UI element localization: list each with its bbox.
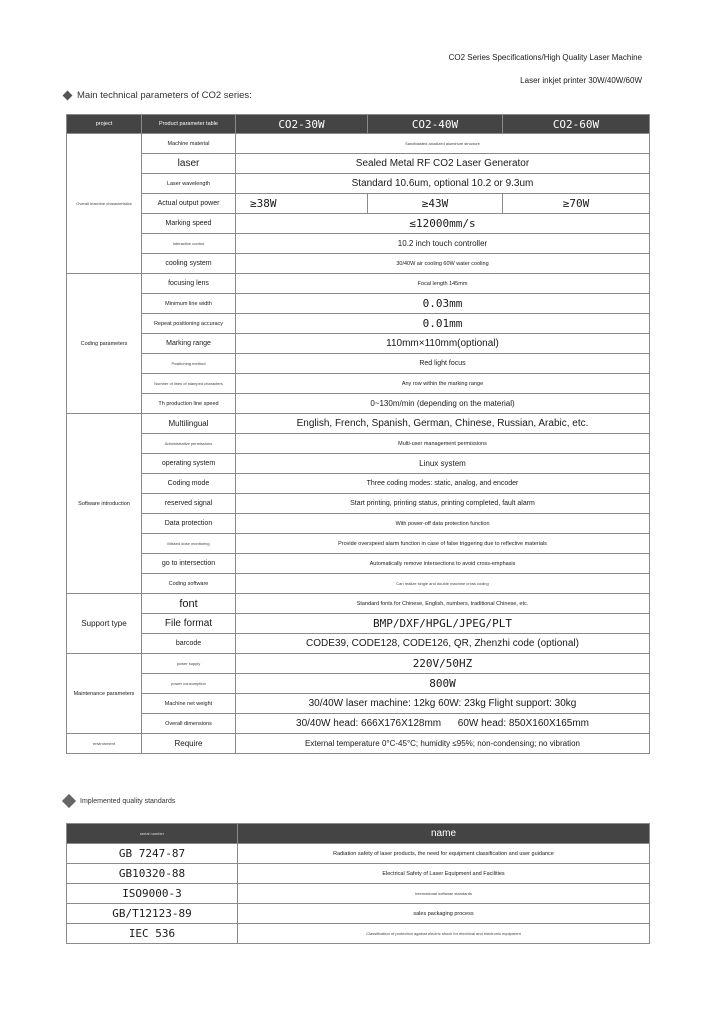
param-value: Standard 10.6um, optional 10.2 or 9.3um <box>236 174 650 194</box>
param-name: focusing lens <box>142 274 236 294</box>
table-row <box>67 134 650 154</box>
table-row <box>67 334 650 354</box>
table-row <box>67 904 650 924</box>
table-row <box>67 844 650 864</box>
param-value: 10.2 inch touch controller <box>236 234 650 254</box>
table-row <box>67 924 650 944</box>
param-value: Start printing, printing status, printing completed, fault alarm <box>236 494 650 514</box>
diamond-bullet-icon <box>63 91 73 101</box>
standard-name: Radiation safety of laser products, the need for equipment classification and user guidance <box>238 844 650 864</box>
param-value: CODE39, CODE128, CODE126, QR, Zhenzhi code (optional) <box>236 634 650 654</box>
param-value: 0~130m/min (depending on the material) <box>236 394 650 414</box>
header-param-table: Product parameter table <box>142 115 236 134</box>
param-value: Red light focus <box>236 354 650 374</box>
standard-name: Classification of protection against electric shock for electrical and electronic equipment <box>238 924 650 944</box>
param-value: 220V/50HZ <box>236 654 650 674</box>
table-row <box>67 884 650 904</box>
section-title-text: Implemented quality standards <box>80 797 176 805</box>
param-value: Sealed Metal RF CO2 Laser Generator <box>236 154 650 174</box>
header-co2-30w: CO2-30W <box>236 115 368 134</box>
standard-number: GB10320-88 <box>67 864 238 884</box>
table-row <box>67 514 650 534</box>
param-name: power consumption <box>142 674 236 694</box>
group-label: Software introduction <box>67 414 142 594</box>
param-name: Repeat positioning accuracy <box>142 314 236 334</box>
table-row <box>67 254 650 274</box>
table-row <box>67 234 650 254</box>
table-row <box>67 864 650 884</box>
standard-number: ISO9000-3 <box>67 884 238 904</box>
param-name: font <box>142 594 236 614</box>
table-row <box>67 714 650 734</box>
param-name: Machine material <box>142 134 236 154</box>
param-value: External temperature 0°C-45°C; humidity ≤95%; non-condensing; no vibration <box>236 734 650 754</box>
group-label: Coding parameters <box>67 274 142 414</box>
group-label: Overall machine characteristics <box>67 134 142 274</box>
table-row <box>67 534 650 554</box>
table-row <box>67 674 650 694</box>
table-row <box>67 434 650 454</box>
param-value: English, French, Spanish, German, Chinese, Russian, Arabic, etc. <box>236 414 650 434</box>
table-row <box>67 214 650 234</box>
standards-header-row <box>67 824 650 844</box>
param-name: cooling system <box>142 254 236 274</box>
group-label: Maintenance parameters <box>67 654 142 734</box>
section-title-standards <box>64 796 175 806</box>
table-row <box>67 574 650 594</box>
table-row <box>67 494 650 514</box>
param-value: 0.01mm <box>236 314 650 334</box>
param-value: Three coding modes: static, analog, and encoder <box>236 474 650 494</box>
table-row <box>67 654 650 674</box>
param-value: Sandblasted anodized aluminum structure <box>236 134 650 154</box>
group-label: Support type <box>67 594 142 654</box>
param-value: 30/40W air cooling 60W water cooling <box>236 254 650 274</box>
param-value-60w: ≥70W <box>503 194 650 214</box>
param-name: Machine net weight <box>142 694 236 714</box>
header-co2-40w: CO2-40W <box>368 115 503 134</box>
param-name: power supply <box>142 654 236 674</box>
group-label: environment <box>67 734 142 754</box>
param-name: File format <box>142 614 236 634</box>
param-value: Provide overspeed alarm function in case of false triggering due to reflective materials <box>236 534 650 554</box>
standards-table <box>66 823 650 944</box>
diamond-bullet-icon <box>62 794 76 808</box>
standard-name: sales packaging process <box>238 904 650 924</box>
param-name: Minimum line width <box>142 294 236 314</box>
param-name: Th production line speed <box>142 394 236 414</box>
param-value: Multi-user management permissions <box>236 434 650 454</box>
param-value: Focal length 145mm <box>236 274 650 294</box>
header-title: CO2 Series Specifications/High Quality Laser Machine <box>448 53 642 62</box>
param-value: With power-off data protection function <box>236 514 650 534</box>
table-row <box>67 174 650 194</box>
param-value: Standard fonts for Chinese, English, numbers, traditional Chinese, etc. <box>236 594 650 614</box>
param-value: 30/40W head: 666X176X128mm 60W head: 850X160X165mm <box>236 714 650 734</box>
header-subtitle: Laser inkjet printer 30W/40W/60W <box>520 76 642 85</box>
param-name: Marking range <box>142 334 236 354</box>
section-title-parameters <box>64 90 252 101</box>
param-name: Data protection <box>142 514 236 534</box>
param-name: Overall dimensions <box>142 714 236 734</box>
standard-number: IEC 536 <box>67 924 238 944</box>
param-name: Interactive control <box>142 234 236 254</box>
param-name: reserved signal <box>142 494 236 514</box>
table-row <box>67 394 650 414</box>
param-value: Any row within the marking range <box>236 374 650 394</box>
param-name: Number of lines of stamped characters <box>142 374 236 394</box>
table-row <box>67 154 650 174</box>
param-value: 800W <box>236 674 650 694</box>
table-row <box>67 294 650 314</box>
standard-number: GB/T12123-89 <box>67 904 238 924</box>
param-value-40w: ≥43W <box>368 194 503 214</box>
table-row <box>67 594 650 614</box>
param-value: 30/40W laser machine: 12kg 60W: 23kg Flight support: 30kg <box>236 694 650 714</box>
param-value-30w: ≥38W <box>236 194 368 214</box>
table-row <box>67 414 650 434</box>
spec-header-row <box>67 115 650 134</box>
param-value: Can realize single and double machine cross coding <box>236 574 650 594</box>
param-value: 0.03mm <box>236 294 650 314</box>
section-title-text: Main technical parameters of CO2 series: <box>77 90 252 101</box>
table-row <box>67 554 650 574</box>
standard-name: Electrical Safety of Laser Equipment and Facilities <box>238 864 650 884</box>
table-row <box>67 194 650 214</box>
param-name: Missed dose monitoring <box>142 534 236 554</box>
table-row <box>67 314 650 334</box>
param-name: Positioning method <box>142 354 236 374</box>
table-row <box>67 614 650 634</box>
param-name: go to intersection <box>142 554 236 574</box>
param-name: Administrative permissions <box>142 434 236 454</box>
standard-number: GB 7247-87 <box>67 844 238 864</box>
param-name: operating system <box>142 454 236 474</box>
standard-name: International software standards <box>238 884 650 904</box>
table-row <box>67 694 650 714</box>
param-value: 110mm×110mm(optional) <box>236 334 650 354</box>
param-name: Coding software <box>142 574 236 594</box>
header-serial-number: serial number <box>67 824 238 844</box>
param-value: ≤12000mm/s <box>236 214 650 234</box>
param-name: Marking speed <box>142 214 236 234</box>
param-name: Coding mode <box>142 474 236 494</box>
param-name: laser <box>142 154 236 174</box>
header-co2-60w: CO2-60W <box>503 115 650 134</box>
param-name: Multilingual <box>142 414 236 434</box>
param-value: Automatically remove intersections to avoid cross-emphasis <box>236 554 650 574</box>
table-row <box>67 634 650 654</box>
table-row <box>67 274 650 294</box>
header-name: name <box>238 824 650 844</box>
param-value: Linux system <box>236 454 650 474</box>
table-row <box>67 374 650 394</box>
param-name: barcode <box>142 634 236 654</box>
spec-table <box>66 114 650 754</box>
param-name: Require <box>142 734 236 754</box>
table-row <box>67 734 650 754</box>
param-name: Actual output power <box>142 194 236 214</box>
table-row <box>67 454 650 474</box>
param-name: Laser wavelength <box>142 174 236 194</box>
table-row <box>67 474 650 494</box>
param-value: BMP/DXF/HPGL/JPEG/PLT <box>236 614 650 634</box>
table-row <box>67 354 650 374</box>
header-project: project <box>67 115 142 134</box>
